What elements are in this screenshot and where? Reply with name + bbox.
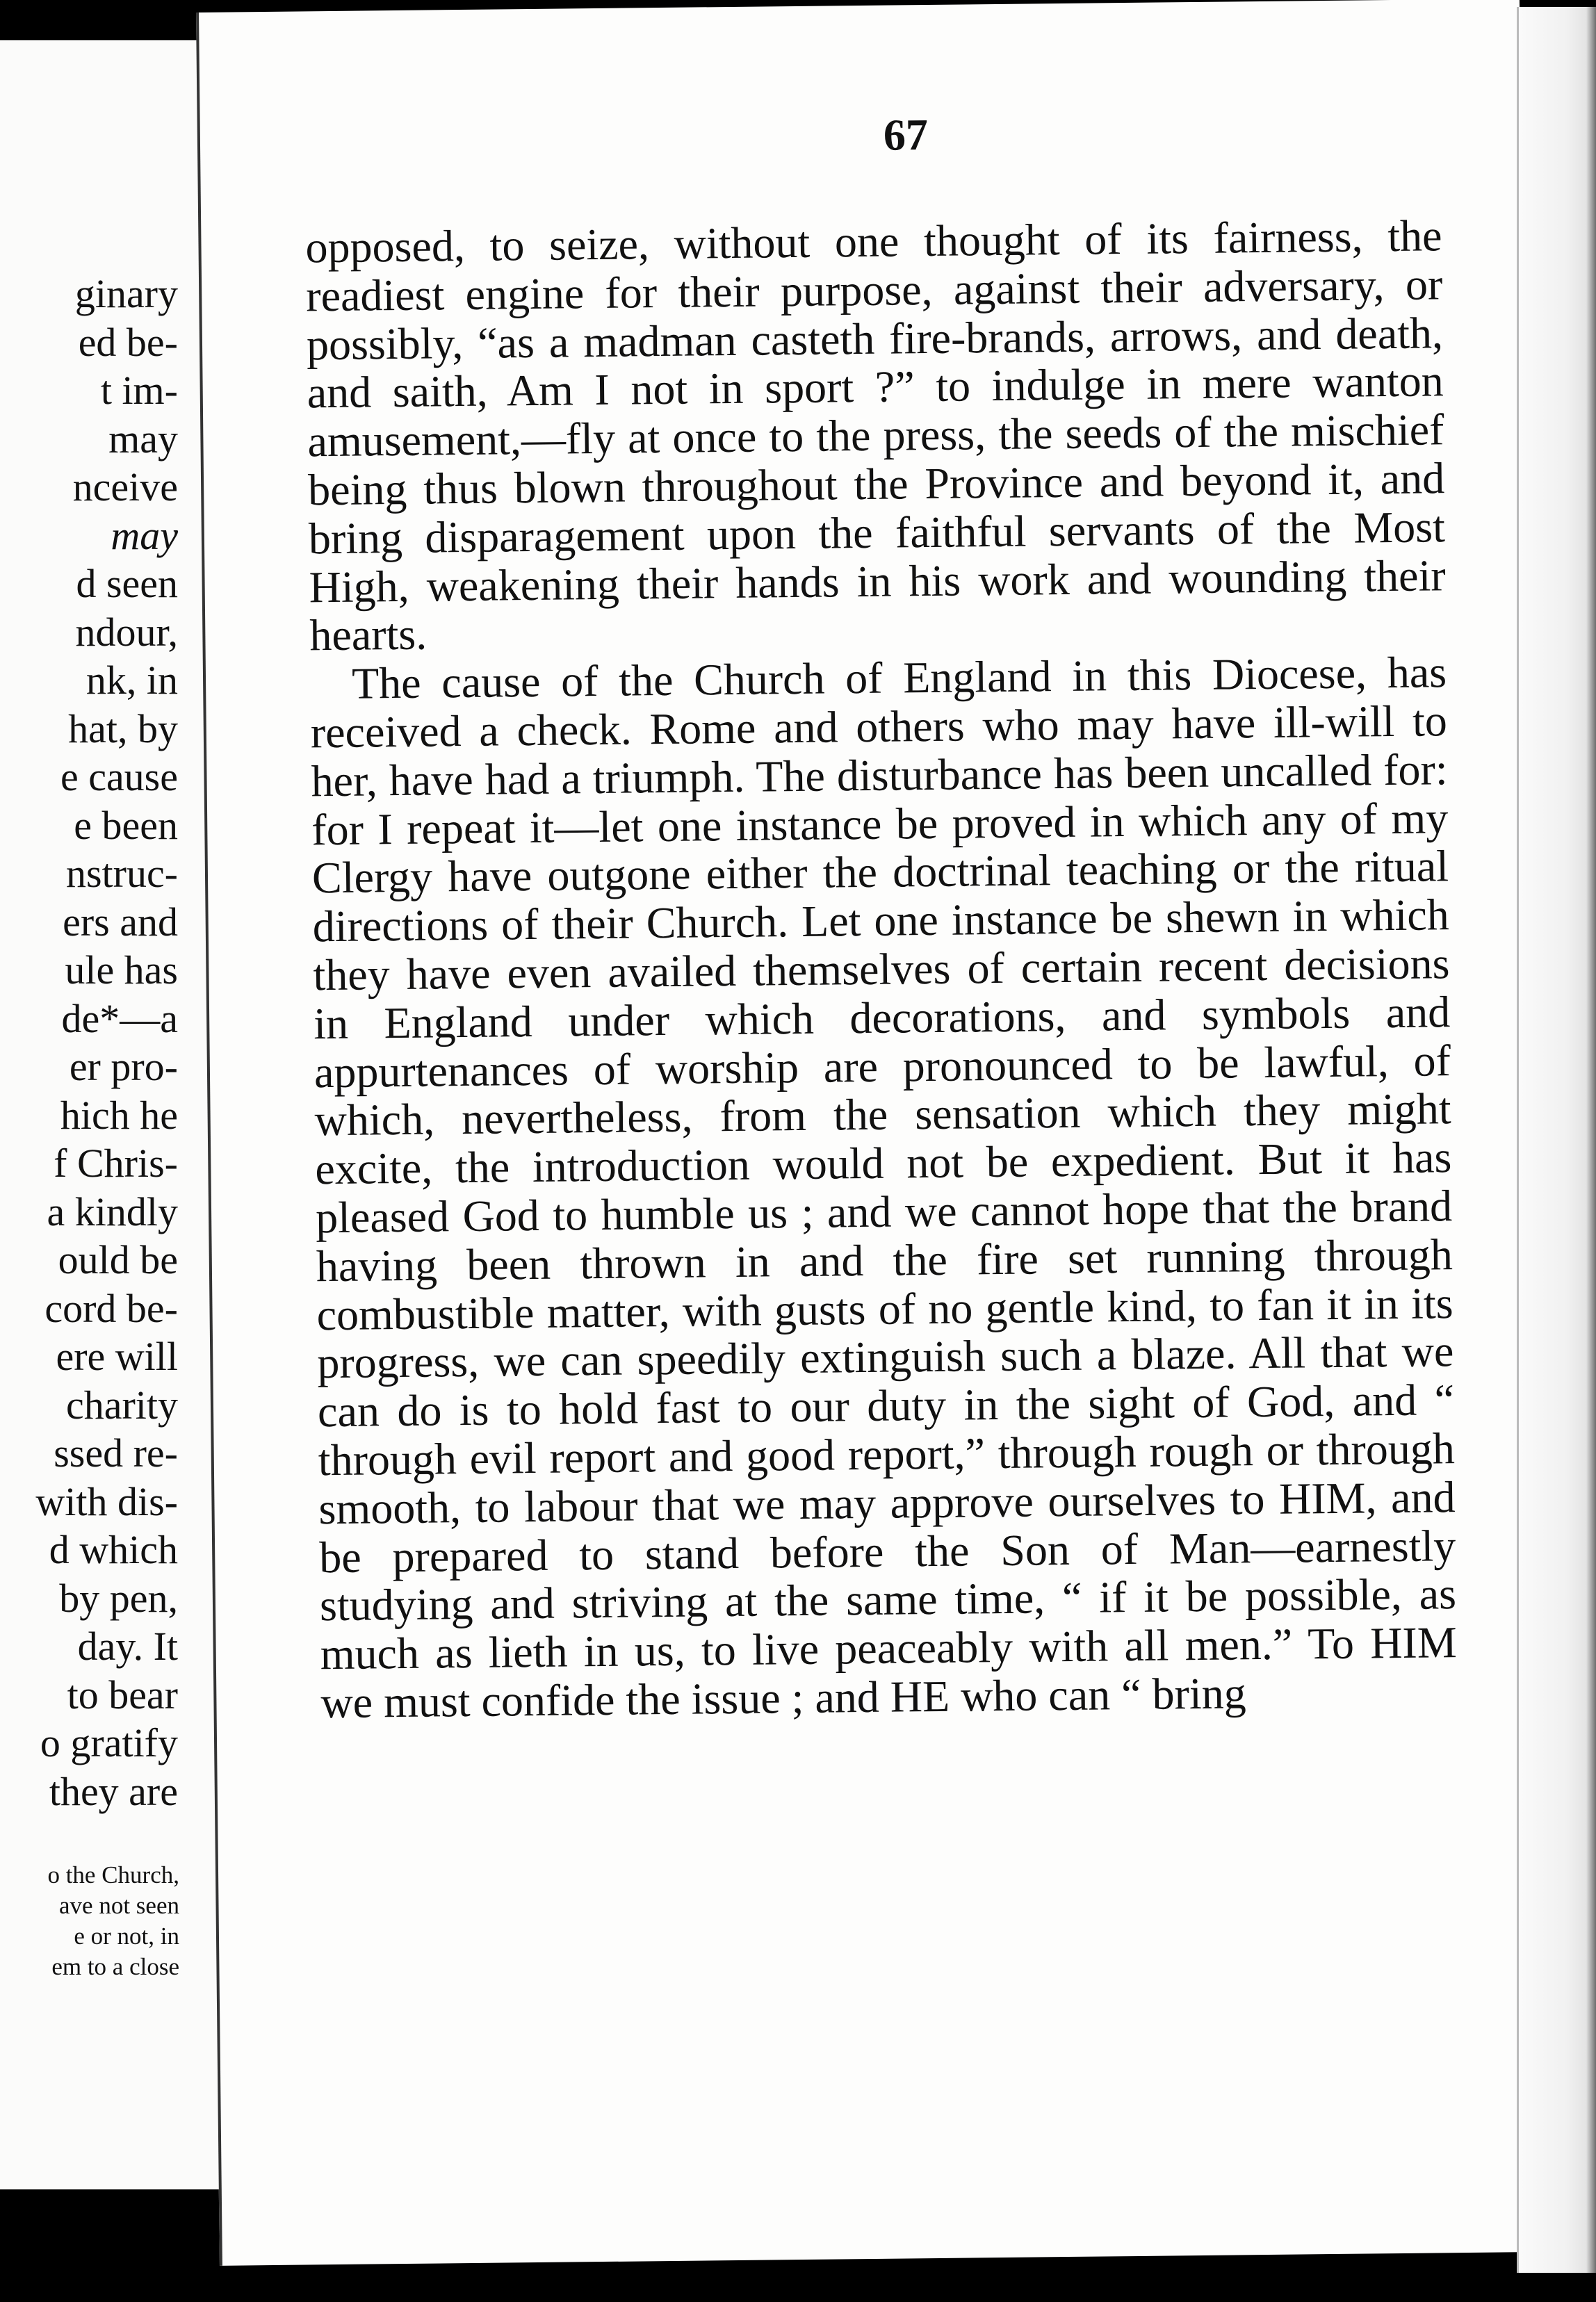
- left-page-line: hat, by: [68, 705, 178, 751]
- left-page-line: ed be-: [78, 319, 178, 365]
- body-text: [305, 211, 1458, 1727]
- left-page-line: ndour,: [75, 609, 178, 655]
- left-page-line: hich he: [60, 1092, 178, 1138]
- left-page-line: d seen: [76, 561, 178, 606]
- page-number: 67: [883, 109, 929, 160]
- left-footnote-line: e or not, in: [74, 1923, 179, 1950]
- left-page-line: de*—a: [61, 995, 178, 1041]
- left-page-line: cord be-: [44, 1285, 178, 1331]
- left-page-line: ere will: [56, 1334, 178, 1379]
- left-page-line: e been: [74, 802, 178, 848]
- left-page-line: o gratify: [40, 1720, 178, 1765]
- page-edge: [1517, 7, 1596, 2273]
- left-footnote-line: ave not seen: [59, 1892, 179, 1919]
- left-footnote-line: o the Church,: [47, 1861, 179, 1888]
- left-page-line: er pro-: [69, 1044, 178, 1089]
- left-page-line: day. It: [77, 1624, 178, 1669]
- left-page-footnote: [47, 1860, 179, 1982]
- left-page-line: they are: [49, 1768, 178, 1814]
- left-page-line: f Chris-: [54, 1141, 178, 1186]
- left-page-line: may: [108, 416, 178, 462]
- left-page-line: ule has: [65, 947, 178, 993]
- left-page-line: may: [111, 512, 178, 558]
- left-page-line: nceive: [72, 464, 178, 509]
- left-page-line: d which: [49, 1527, 178, 1572]
- left-page-line: with dis-: [35, 1478, 178, 1524]
- left-page-line: ssed re-: [54, 1430, 178, 1476]
- left-page-line: a kindly: [47, 1189, 178, 1234]
- left-page-line: by pen,: [59, 1575, 178, 1621]
- left-page-line: t im-: [100, 368, 178, 413]
- left-page-line: ould be: [58, 1237, 178, 1282]
- left-page-line: charity: [65, 1382, 178, 1428]
- left-page-line: ers and: [63, 899, 178, 945]
- paragraph-2: The cause of the Church of England in this Diocese, has received a check. Rome and others who may have ill-will to her, have had a triumph. The disturbance has been uncalled for: for I repeat it—let one instance be proved in which any of my Clergy have outgone either the doctrinal teaching or the ritual directions of their Church. Let one instance be shewn in which they have even availed themselves of certain recent decisions in England under which decorations, and symbols and appurtenances of worship are pronounced to be lawful, of which, nevertheless, from the sensation which they might excite, the introduction would not be expedient. But it has pleased God to humble us ; and we cannot hope that the brand having been thrown in and the fire set running through combustible matter, with gusts of no gentle kind, to fan it in its progress, we can speedily extinguish such a blaze. All that we can do is to hold fast to our duty in the sight of God, and “ through evil report and good report,” through rough or through smooth, to labour that we may approve ourselves to HIM, and be prepared to stand before the Son of Man—earnestly studying and striving at the same time, “ if it be possible, as much as lieth in us, to live peaceably with all men.” To HIM we must confide the issue ; and HE who can “ bring: [310, 647, 1458, 1728]
- left-page-text: [35, 270, 178, 1815]
- left-page-line: e cause: [60, 754, 178, 799]
- left-page-line: nk, in: [86, 658, 178, 703]
- left-page-line: ginary: [74, 271, 178, 316]
- left-page-line: to bear: [67, 1672, 178, 1717]
- right-page: [196, 0, 1543, 2266]
- left-page-line: nstruc-: [65, 851, 178, 896]
- left-footnote-line: em to a close: [51, 1953, 179, 1980]
- paragraph-1: opposed, to seize, without one thought of its fairness, the readiest engine for their purpose, against their adversary, or possibly, “as a madman casteth fire-brands, arrows, and death, and saith, Am I not in sport ?” to indulge in mere wanton amusement,—fly at once to the press, the seeds of the mischief being thus blown throughout the Province and beyond it, and bring disparagement upon the faithful servants of the Most High, weakening their hands in his work and wounding their hearts.: [305, 211, 1446, 660]
